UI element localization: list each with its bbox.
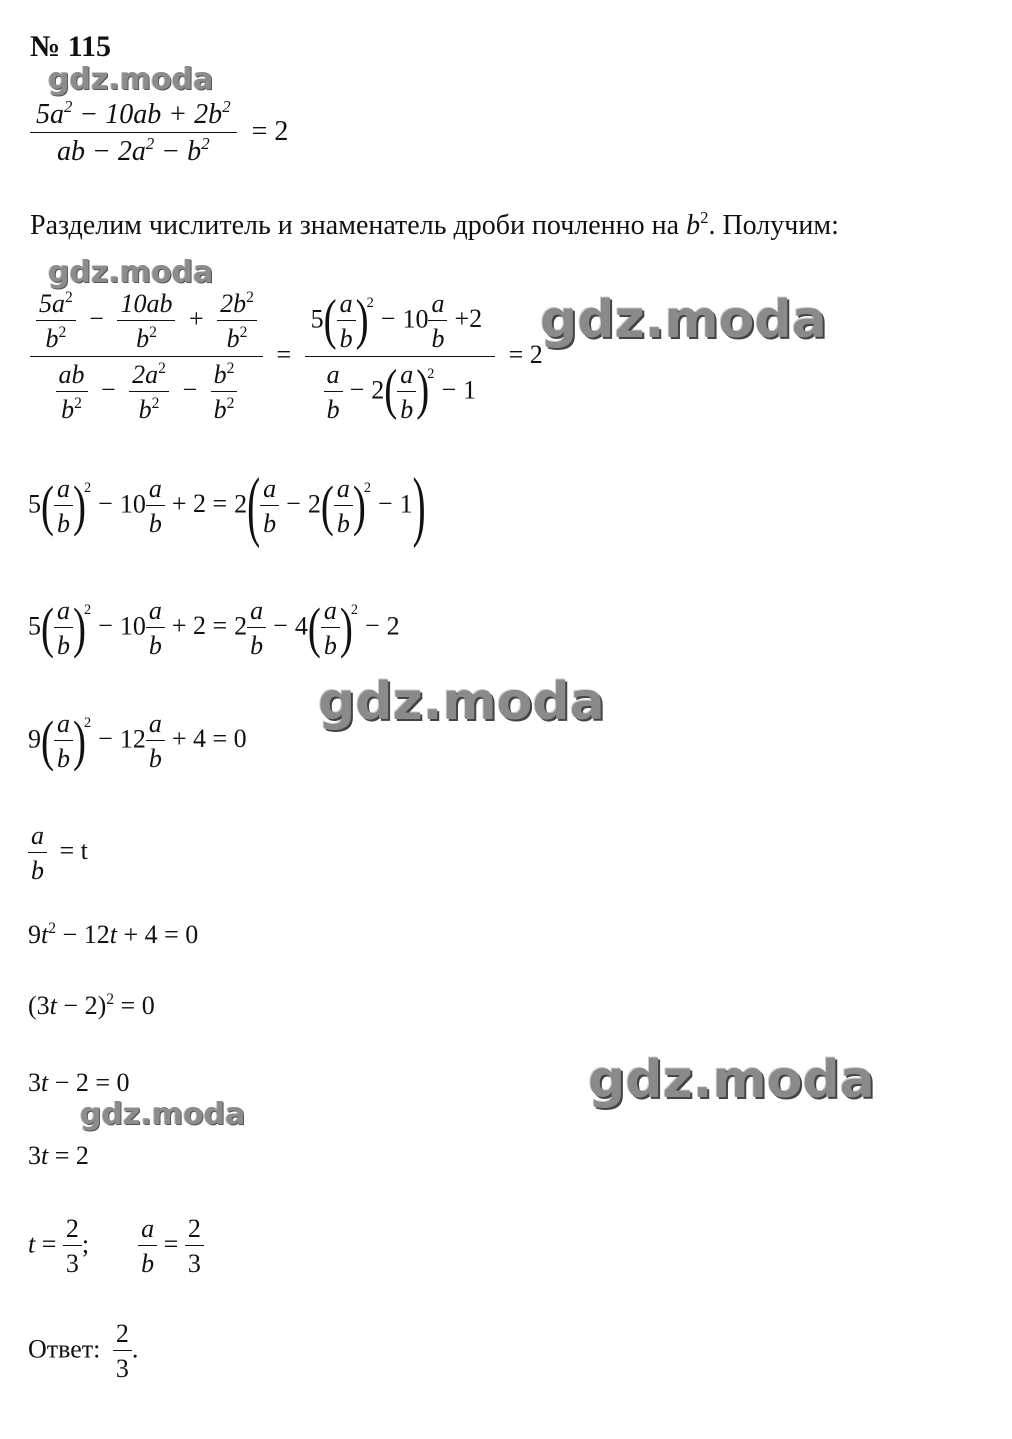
equation-step3: 9( $\frac{a}{b}$ )$^2$− 12 $\frac{a}{b}$ + 4 = 0	[28, 709, 247, 774]
equation-step2: 5( $\frac{a}{b}$ )$^2$− 10 $\frac{a}{b}$ + 2 = 2 $\frac{a}{b}$ − 4( $\frac{a}{b}$ )$^2$− 2	[28, 596, 400, 661]
watermark: gdz.moda	[318, 672, 605, 732]
answer: Ответ: $\frac{2}{3}$ .	[28, 1319, 139, 1384]
square-equation: $(3t - 2)^2 = 0$	[28, 990, 155, 1020]
intro-text: Разделим числитель и знаменатель дроби почленно на $b^2$. Получим:	[30, 208, 839, 241]
answer-label: Ответ:	[28, 1334, 101, 1364]
equation-given: $\frac{5a^2 - 10ab + 2b^2}{ab - 2a^2 - b^2}$ = 2	[30, 100, 288, 167]
watermark: gdz.moda	[48, 255, 214, 290]
problem-title: № 115	[30, 30, 111, 63]
linear-equation-2: 3t = 2	[28, 1141, 89, 1170]
result-line: t = $\frac{2}{3}$ ; $\frac{a}{b}$ = $\frac{2}{3}$	[28, 1215, 204, 1278]
equation-step1: 5( $\frac{a}{b}$ )$^2$− 10 $\frac{a}{b}$ + 2 = 2( $\frac{a}{b}$ − 2( $\frac{a}{b}$ )$^2$− 1)	[28, 463, 426, 550]
watermark: gdz.moda	[588, 1050, 875, 1110]
substitution: $\frac{a}{b}$ = t	[28, 822, 88, 885]
linear-equation-1: 3t − 2 = 0	[28, 1068, 130, 1097]
watermark: gdz.moda	[80, 1097, 246, 1132]
quadratic-equation: $9t^2 - 12t + 4 = 0$	[28, 919, 199, 949]
equation-divided: $\frac{5a^2}{b^2}$ − $\frac{10ab}{b^2}$ + $\frac{2b^2}{b^2}$ $\frac{ab}{b^2}$ − $\frac{2a^2}{b^2}$ − $\frac{b^2}{b^2}$ = 5( $\frac{a}{b}$ )$^2$− 10 $\frac{a}{b}$ +2 $\frac{a}{b}$ − 2( $\frac{a}{b}$ )$^2$− 1 = 2	[30, 290, 550, 423]
watermark: gdz.moda	[540, 290, 827, 350]
watermark: gdz.moda	[48, 62, 214, 97]
